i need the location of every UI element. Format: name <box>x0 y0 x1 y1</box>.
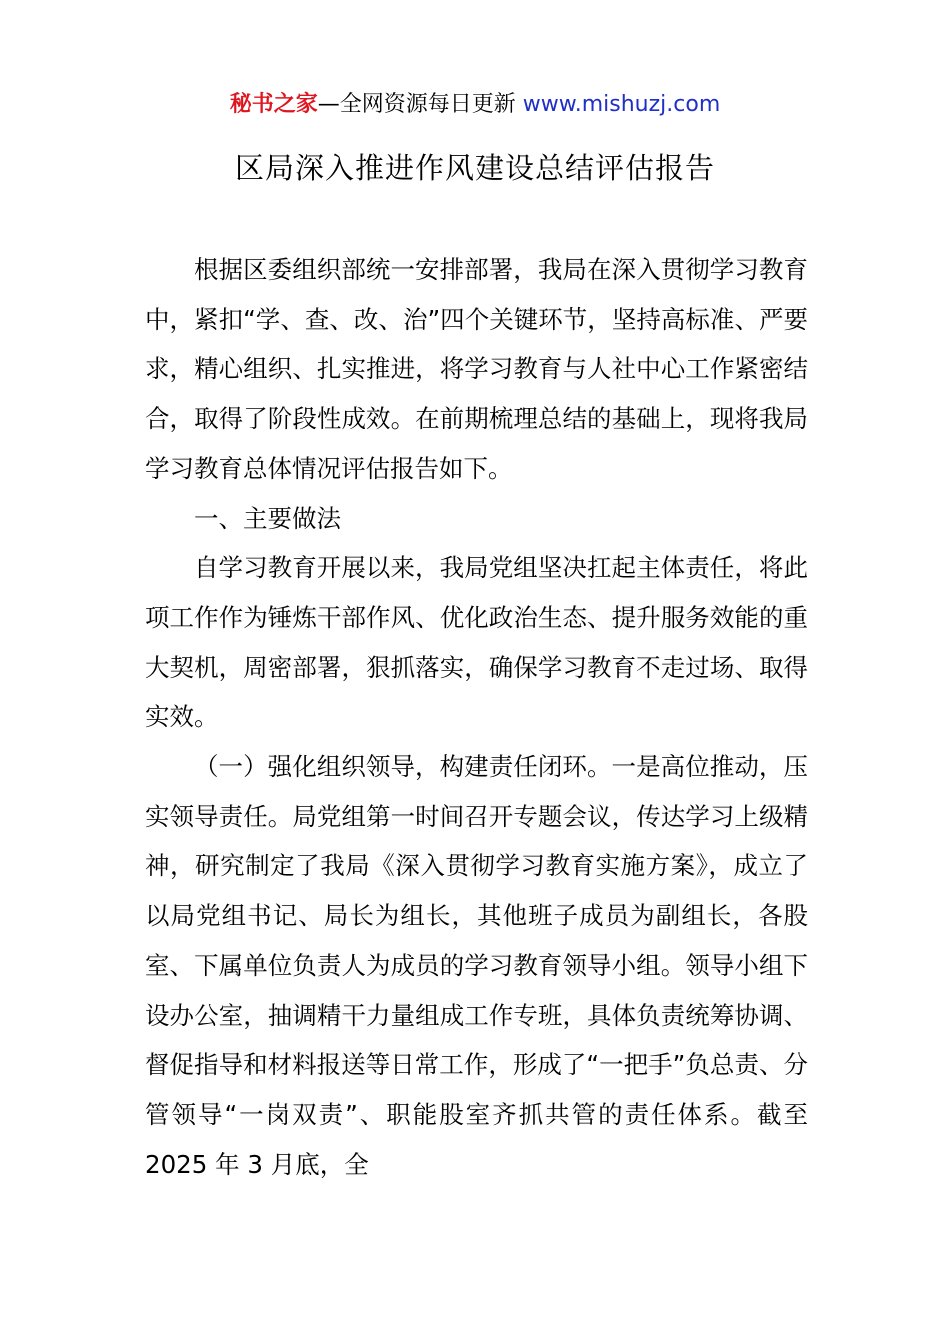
document-body <box>145 245 808 1189</box>
paragraph-overview: 自学习教育开展以来，我局党组坚决扛起主体责任，将此项工作作为锤炼干部作风、优化政治生态、提升服务效能的重大契机，周密部署，狠抓落实，确保学习教育不走过场、取得实效。 <box>145 553 808 732</box>
paragraph-subsection-1: （一）强化组织领导，构建责任闭环。一是高位推动，压实领导责任。局党组第一时间召开专题会议，传达学习上级精神，研究制定了我局《深入贯彻学习教育实施方案》，成立了以局党组书记、局长为组长，其他班子成员为副组长，各股室、下属单位负责人为成员的学习教育领导小组。领导小组下设办公室，抽调精干力量组成工作专班，具体负责统筹协调、督促指导和材料报送等日常工作，形成了“一把手”负总责、分管领导“一岗双责”、职能股室齐抓共管的责任体系。截至 2025 年 3 月底，全 <box>145 752 808 1179</box>
header-tagline: —全网资源每日更新 <box>317 92 516 117</box>
paragraph-intro: 根据区委组织部统一安排部署，我局在深入贯彻学习教育中，紧扣“学、查、改、治”四个关键环节，坚持高标准、严要求，精心组织、扎实推进，将学习教育与人社中心工作紧密结合，取得了阶段性成效。在前期梳理总结的基础上，现将我局学习教育总体情况评估报告如下。 <box>145 255 808 483</box>
site-url-link[interactable]: www.mishuzj.com <box>522 92 721 117</box>
site-header <box>0 88 950 122</box>
section-heading: 一、主要做法 <box>194 503 341 533</box>
document-title: 区局深入推进作风建设总结评估报告 <box>234 151 715 185</box>
brand-name: 秘书之家 <box>229 92 318 117</box>
